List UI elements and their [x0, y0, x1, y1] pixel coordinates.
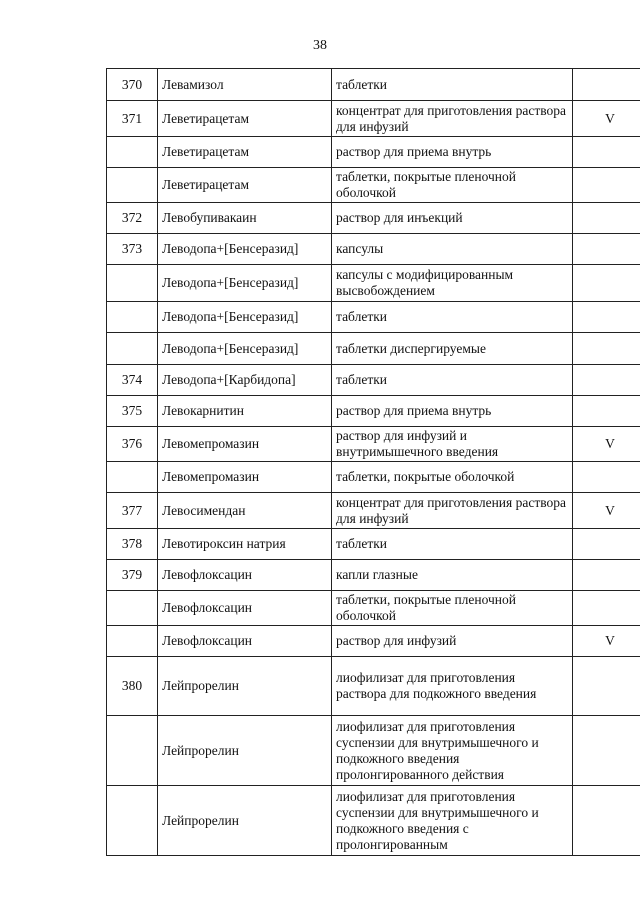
dosage-form: таблетки диспергируемые [332, 333, 573, 365]
drug-name: Леветирацетам [158, 137, 332, 168]
row-number [107, 591, 158, 626]
dosage-form: лиофилизат для приготовления суспензии для внутримышечного и подкожного введения с пролонгированным [332, 786, 573, 856]
mark-cell [573, 591, 640, 626]
table-row [107, 716, 640, 786]
mark-cell [573, 657, 640, 716]
drug-name: Леветирацетам [158, 101, 332, 137]
mark-cell [573, 234, 640, 265]
drug-name: Лейпрорелин [158, 657, 332, 716]
row-number: 380 [107, 657, 158, 716]
table-row [107, 265, 640, 302]
table-row [107, 101, 640, 137]
drug-name: Леводопа+[Бенсеразид] [158, 333, 332, 365]
row-number: 372 [107, 203, 158, 234]
table-row [107, 657, 640, 716]
row-number [107, 716, 158, 786]
drug-name: Лейпрорелин [158, 786, 332, 856]
drug-name: Леветирацетам [158, 168, 332, 203]
mark-cell [573, 69, 640, 101]
row-number [107, 462, 158, 493]
mark-cell [573, 716, 640, 786]
row-number: 378 [107, 529, 158, 560]
dosage-form: капсулы с модифицированным высвобождением [332, 265, 573, 302]
mark-cell: V [573, 427, 640, 462]
dosage-form: таблетки, покрытые оболочкой [332, 462, 573, 493]
table-row [107, 427, 640, 462]
table-row [107, 333, 640, 365]
mark-cell [573, 529, 640, 560]
dosage-form: раствор для приема внутрь [332, 396, 573, 427]
dosage-form: концентрат для приготовления раствора для инфузий [332, 493, 573, 529]
row-number: 379 [107, 560, 158, 591]
table-row [107, 462, 640, 493]
dosage-form: раствор для приема внутрь [332, 137, 573, 168]
drug-name: Леводопа+[Бенсеразид] [158, 265, 332, 302]
drug-name: Лейпрорелин [158, 716, 332, 786]
table-row [107, 168, 640, 203]
table-row [107, 365, 640, 396]
row-number [107, 333, 158, 365]
row-number: 377 [107, 493, 158, 529]
row-number [107, 302, 158, 333]
dosage-form: таблетки [332, 302, 573, 333]
dosage-form: таблетки [332, 365, 573, 396]
mark-cell [573, 462, 640, 493]
dosage-form: таблетки [332, 69, 573, 101]
mark-cell [573, 560, 640, 591]
table-row [107, 560, 640, 591]
drug-name: Левомепромазин [158, 462, 332, 493]
table-row [107, 591, 640, 626]
row-number: 376 [107, 427, 158, 462]
row-number [107, 265, 158, 302]
dosage-form: концентрат для приготовления раствора для инфузий [332, 101, 573, 137]
table-row [107, 529, 640, 560]
page-number: 38 [313, 38, 327, 53]
drug-name: Левосимендан [158, 493, 332, 529]
drug-name: Леводопа+[Карбидопа] [158, 365, 332, 396]
mark-cell [573, 365, 640, 396]
mark-cell: V [573, 101, 640, 137]
table-row [107, 234, 640, 265]
table-row [107, 396, 640, 427]
dosage-form: таблетки, покрытые пленочной оболочкой [332, 591, 573, 626]
mark-cell: V [573, 493, 640, 529]
mark-cell [573, 265, 640, 302]
mark-cell [573, 396, 640, 427]
dosage-form: раствор для инъекций [332, 203, 573, 234]
table-row [107, 69, 640, 101]
mark-cell [573, 137, 640, 168]
row-number: 373 [107, 234, 158, 265]
drug-name: Левобупивакаин [158, 203, 332, 234]
dosage-form: капли глазные [332, 560, 573, 591]
row-number [107, 786, 158, 856]
mark-cell: V [573, 626, 640, 657]
drug-name: Левомепромазин [158, 427, 332, 462]
table-row [107, 493, 640, 529]
dosage-form: капсулы [332, 234, 573, 265]
row-number: 375 [107, 396, 158, 427]
drug-name: Левофлоксацин [158, 591, 332, 626]
table-row [107, 302, 640, 333]
mark-cell [573, 203, 640, 234]
mark-cell [573, 786, 640, 856]
mark-cell [573, 333, 640, 365]
drug-name: Левофлоксацин [158, 560, 332, 591]
row-number: 374 [107, 365, 158, 396]
mark-cell [573, 302, 640, 333]
dosage-form: лиофилизат для приготовления суспензии для внутримышечного и подкожного введения пролонгированного действия [332, 716, 573, 786]
drug-name: Левофлоксацин [158, 626, 332, 657]
dosage-form: таблетки [332, 529, 573, 560]
table-row [107, 626, 640, 657]
drug-name: Левамизол [158, 69, 332, 101]
row-number: 371 [107, 101, 158, 137]
dosage-form: раствор для инфузий и внутримышечного введения [332, 427, 573, 462]
table-row [107, 203, 640, 234]
mark-cell [573, 168, 640, 203]
dosage-form: лиофилизат для приготовления раствора для подкожного введения [332, 657, 573, 716]
row-number [107, 626, 158, 657]
drug-name: Левокарнитин [158, 396, 332, 427]
table-row [107, 786, 640, 856]
drug-table [106, 68, 640, 856]
dosage-form: раствор для инфузий [332, 626, 573, 657]
dosage-form: таблетки, покрытые пленочной оболочкой [332, 168, 573, 203]
drug-name: Левотироксин натрия [158, 529, 332, 560]
drug-name: Леводопа+[Бенсеразид] [158, 234, 332, 265]
row-number [107, 137, 158, 168]
row-number [107, 168, 158, 203]
row-number: 370 [107, 69, 158, 101]
table-row [107, 137, 640, 168]
drug-name: Леводопа+[Бенсеразид] [158, 302, 332, 333]
